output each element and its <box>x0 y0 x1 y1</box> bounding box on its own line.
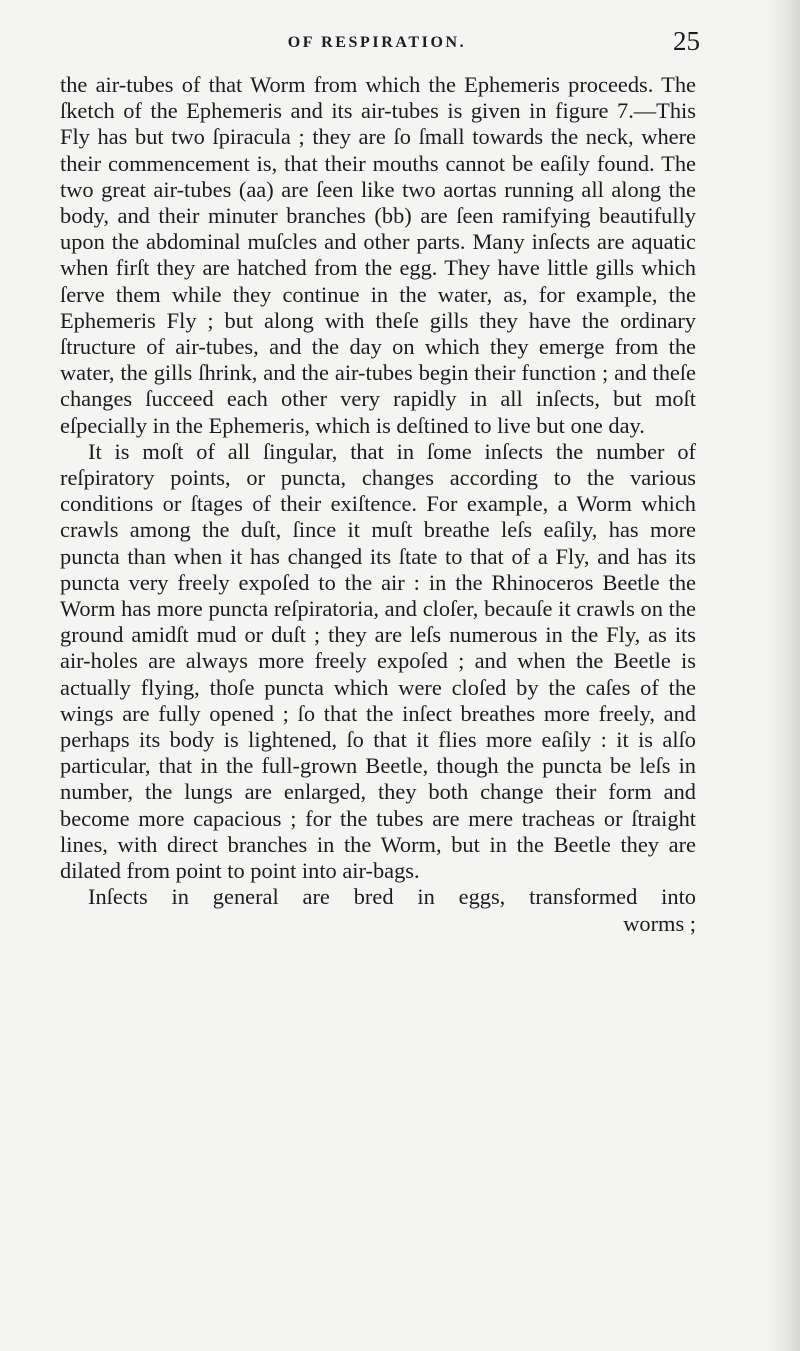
running-head: OF RESPIRATION. <box>287 34 467 51</box>
paragraph-insects-eggs: Inſects in general are bred in eggs, transformed into <box>88 884 696 910</box>
catchword: worms ; <box>623 910 696 936</box>
paragraph-ephemeris: the air-tubes of that Worm from which the Ephemeris proceeds. The ſketch of the Ephemeris and its air-tubes is given in figure 7.—This Fly has but two ſpiracula ; they are ſo ſmall towards the neck, where their commencement is, that their mouths cannot be eaſily found. The two great air-tubes (aa) are ſeen like two aortas running all along the body, and their minuter branches (bb) are ſeen ramifying beautifully upon the abdominal muſcles and other parts. Many inſects are aquatic when firſt they are hatched from the egg. They have little gills which ſerve them while they continue in the water, as, for example, the Ephemeris Fly ; but along with theſe gills they have the ordinary ſtructure of air-tubes, and the day on which they emerge from the water, the gills ſhrink, and the air-tubes begin their function ; and theſe changes ſucceed each other very rapidly in all inſects, but moſt eſpecially in the Ephemeris, which is deſtined to live but one day. <box>60 72 696 438</box>
paragraph-puncta: It is moſt of all ſingular, that in ſome inſects the number of reſpiratory points, or puncta, changes according to the various conditions or ſtages of their exiſtence. For example, a Worm which crawls among the duſt, ſince it muſt breathe leſs eaſily, has more puncta than when it has changed its ſtate to that of a Fly, and has its puncta very freely expoſed to the air : in the Rhinoceros Beetle the Worm has more puncta reſpiratoria, and cloſer, becauſe it crawls on the ground amidſt mud or duſt ; they are leſs numerous in the Fly, as its air-holes are always more freely expoſed ; and when the Beetle is actually flying, thoſe puncta which were cloſed by the caſes of the wings are fully opened ; ſo that the inſect breathes more freely, and perhaps its body is lightened, ſo that it flies more eaſily : it is alſo particular, that in the full-grown Beetle, though the puncta be leſs in number, the lungs are enlarged, they both change their form and become more capacious ; for the tubes are mere tracheas or ſtraight lines, with direct branches in the Worm, but in the Beetle they are dilated from point to point into air-bags. <box>60 438 696 884</box>
page-header <box>60 26 700 60</box>
page-number: 25 <box>673 26 700 56</box>
page-body <box>60 72 696 937</box>
page-edge-shadow <box>766 0 800 1351</box>
